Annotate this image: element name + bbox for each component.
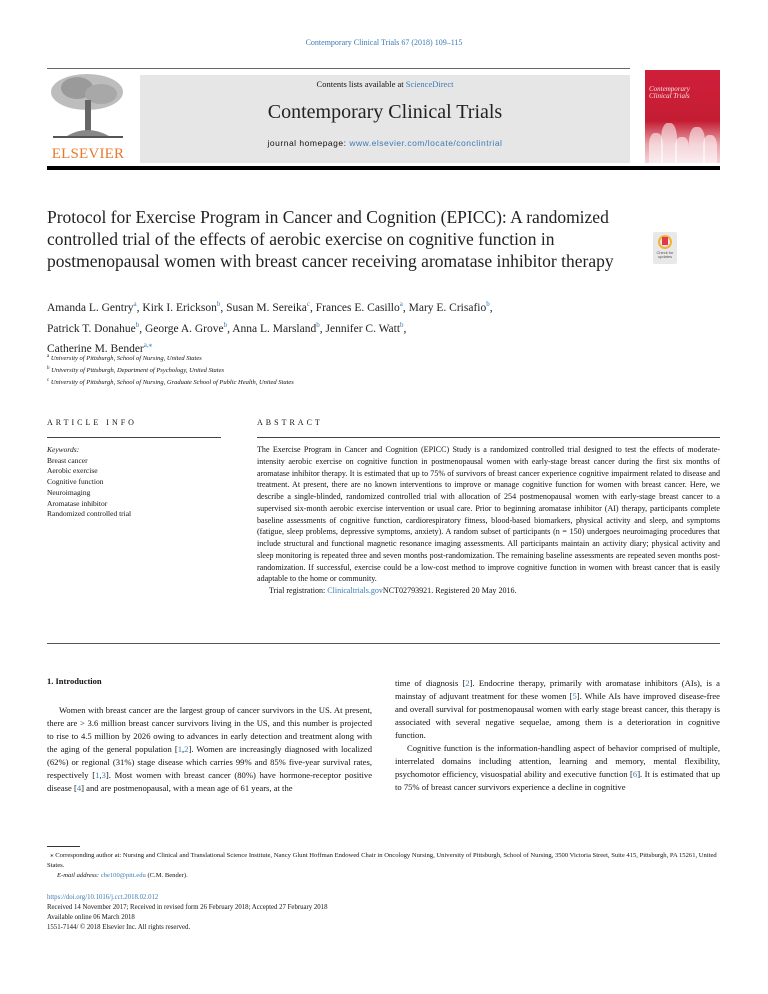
section-divider bbox=[47, 643, 720, 644]
check-for-updates-button[interactable]: Check for updates bbox=[653, 232, 677, 264]
footnote-divider bbox=[47, 846, 80, 847]
journal-homepage-link[interactable]: www.elsevier.com/locate/conclintrial bbox=[349, 138, 503, 148]
elsevier-logo bbox=[47, 70, 129, 163]
body-column-right bbox=[395, 677, 720, 794]
author[interactable]: Susan M. Sereika$^c$ bbox=[226, 300, 310, 314]
author[interactable]: Jennifer C. Watt$^b$ bbox=[325, 320, 404, 335]
affiliation: $^c$ University of Pittsburgh, School of Nursing, Graduate School of Public Health, United States bbox=[47, 378, 294, 387]
author[interactable]: Frances E. Casillo$^a$ bbox=[315, 300, 403, 314]
author[interactable]: Amanda L. Gentry$^a$ bbox=[47, 300, 137, 314]
keyword: Randomized controlled trial bbox=[47, 509, 132, 519]
author[interactable]: George A. Grove$^b$ bbox=[144, 320, 228, 335]
bookmark-icon bbox=[658, 235, 672, 249]
keywords-label: Keywords: bbox=[47, 445, 80, 454]
citation-link[interactable]: 2 bbox=[184, 743, 189, 754]
footnote bbox=[47, 851, 720, 881]
journal-name: Contemporary Clinical Trials bbox=[267, 101, 503, 123]
keyword: Breast cancer bbox=[47, 455, 88, 465]
citation-link[interactable]: 4 bbox=[76, 782, 82, 793]
keywords-list bbox=[47, 445, 131, 520]
clinicaltrials-link[interactable]: Clinicaltrials.gov bbox=[327, 586, 383, 595]
journal-masthead bbox=[140, 75, 630, 163]
body-column-left bbox=[47, 704, 372, 795]
cover-title: Contemporary Clinical Trials bbox=[649, 85, 690, 100]
corresponding-author-note: ⁎ Corresponding author at: Nursing and Clinical and Translational Science Institute, Nancy Glunt Hoffman Endowed Chair in Oncology Nursing, University of Pittsburgh, School of Nursing, 3500 Victoria Street, Suite 415, Pittsburgh, PA 15261, United States. bbox=[47, 852, 717, 869]
paragraph: time of diagnosis [2]. Endocrine therapy, primarily with aromatase inhibitors (AIs), is a mainstay of adjuvant treatment for these women [5]. While AIs have improved disease-free and overall survival for postmenopausal women with early stage breast cancer, this therapy is associated with several negative sequelae, among them is a deterioration in cognitive function. bbox=[395, 678, 720, 740]
affiliations bbox=[47, 352, 294, 388]
abstract-text: The Exercise Program in Cancer and Cognition (EPICC) Study is a randomized controlled trial designed to test the effects of moderate-intensity aerobic exercise on cognitive function in postmenopausal women with early-stage breast cancer during the first six months of aromatase inhibitor therapy. It is estimated that up to 75% of survivors of breast cancer experience cognitive impairment related to disease and treatment. At present, there are no known interventions to improve or manage cognitive function for women with breast cancer. Here, we describe a single-blinded, randomized controlled trial with allocation of 254 postmenopausal women with early-stage breast cancer to a supervised six-month aerobic exercise intervention or usual care. Prior to beginning aromatase inhibitor (AI) therapy, participants complete baseline assessments of cognitive function, cardiorespiratory fitness, blood-based biomarkers, physical activity and sleep, and symptoms (fatigue, sleep problems, depressive symptoms, anxiety). A random subset of participants (n = 150) undergoes neuroimaging procedures that include structural and functional magnetic resonance imaging assessments. All participants maintain an activity diary; physical activity and sleep monitoring is repeated three and seven months post-randomization. The remaining baseline assessments are repeated seven months post-randomization. If successful, exercise could be a low-cost method to improve cognitive function in women with breast cancer that is easily adaptable to the home or community. bbox=[257, 445, 720, 584]
email-link[interactable]: cbe100@pitt.edu bbox=[100, 872, 146, 879]
citation-link[interactable]: 6 bbox=[632, 768, 638, 779]
email-note: E-mail address: cbe100@pitt.edu (C.M. Bender). bbox=[57, 872, 188, 879]
keyword: Neuroimaging bbox=[47, 487, 91, 497]
header-divider bbox=[47, 68, 630, 69]
keyword: Aromatase inhibitor bbox=[47, 498, 108, 508]
article-metadata bbox=[47, 893, 327, 933]
article-title: Protocol for Exercise Program in Cancer and Cognition (EPICC): A randomized controlled trial of the effects of aerobic exercise on cognitive function in postmenopausal women with breast cancer receiving aromatase inhibitor therapy bbox=[47, 207, 614, 271]
trial-registration: Trial registration: Clinicaltrials.govNCT02793921. Registered 20 May 2016. bbox=[269, 586, 517, 595]
elsevier-wordmark: ELSEVIER bbox=[51, 146, 125, 162]
affiliation: $^a$ University of Pittsburgh, School of Nursing, United States bbox=[47, 354, 202, 363]
citation-link[interactable]: 2 bbox=[465, 678, 470, 688]
article-info-divider bbox=[47, 437, 221, 438]
citation-link[interactable]: 1 bbox=[177, 743, 182, 754]
keyword: Aerobic exercise bbox=[47, 466, 98, 476]
abstract-heading: ABSTRACT bbox=[257, 418, 323, 427]
keyword: Cognitive function bbox=[47, 477, 104, 487]
homepage-line: journal homepage: www.elsevier.com/locate/conclintrial bbox=[267, 138, 503, 148]
author[interactable]: Catherine M. Bender$^{a,⁎}$ bbox=[47, 341, 153, 356]
author-list: Amanda L. Gentry$^a$, Kirk I. Erickson$^b$, Susan M. Sereika$^c$, Frances E. Casillo$^a$, Mary E. Crisafio$^b$, Patrick T. Donahue$^b$, George A. Grove$^b$, Anna L. Marsland$^b$, Jennifer C. Watt$^b$, Catherine M. Bender$^{a,⁎}$ bbox=[47, 300, 493, 356]
citation-link[interactable]: 5 bbox=[572, 690, 577, 701]
citation-link[interactable]: 3 bbox=[101, 769, 106, 780]
tree-icon bbox=[47, 70, 129, 142]
paragraph: Cognitive function is the information-handling aspect of behavior comprised of multiple, interrelated domains including attention, learning and memory, mental flexibility, psychomotor efficiency, visuospatial ability and executive function [6]. It is estimated that up to 75% of breast cancer survivors experience a decline in cognitive bbox=[395, 742, 720, 792]
author[interactable]: Patrick T. Donahue$^b$ bbox=[47, 320, 140, 335]
author[interactable]: Anna L. Marsland$^b$ bbox=[232, 320, 320, 335]
journal-reference[interactable]: Contemporary Clinical Trials 67 (2018) 109–115 bbox=[305, 38, 463, 47]
paragraph: Women with breast cancer are the largest group of cancer survivors in the US. At present, there are > 3.6 million breast cancer survivors living in the US, and this number is projected to rise to 4.5 million by 2026 owing to advances in early detection and treatment along with the aging of the general population [1,2]. Women are increasingly diagnosed with localized (62%) or regional (31%) stage disease which carries 99% and 85% five-year survival rates, respectively [1,3]. Most women with breast cancer (80%) have hormone-receptor positive disease [4] and are postmenopausal, with a mean age of 61 years, at the bbox=[47, 705, 373, 793]
author[interactable]: Mary E. Crisafio$^b$ bbox=[408, 300, 490, 314]
sciencedirect-link[interactable]: ScienceDirect bbox=[405, 79, 454, 89]
doi-link[interactable]: https://doi.org/10.1016/j.cct.2018.02.012 bbox=[47, 894, 159, 901]
section-heading-introduction: 1. Introduction bbox=[47, 676, 102, 686]
received-dates: Received 14 November 2017; Received in revised form 26 February 2018; Accepted 27 February 2018 bbox=[47, 904, 328, 911]
masthead-rule bbox=[47, 166, 720, 170]
author[interactable]: Kirk I. Erickson$^b$ bbox=[142, 300, 221, 314]
contents-line: Contents lists available at ScienceDirect bbox=[316, 79, 454, 89]
available-online: Available online 06 March 2018 bbox=[47, 914, 135, 921]
abstract-divider bbox=[257, 437, 720, 438]
abstract-body bbox=[257, 444, 720, 597]
affiliation: $^b$ University of Pittsburgh, Department of Psychology, United States bbox=[47, 366, 225, 375]
article-info-heading: ARTICLE INFO bbox=[47, 418, 137, 427]
journal-cover-image bbox=[645, 70, 720, 163]
copyright: 1551-7144/ © 2018 Elsevier Inc. All rights reserved. bbox=[47, 924, 191, 931]
citation-link[interactable]: 1 bbox=[95, 769, 100, 780]
